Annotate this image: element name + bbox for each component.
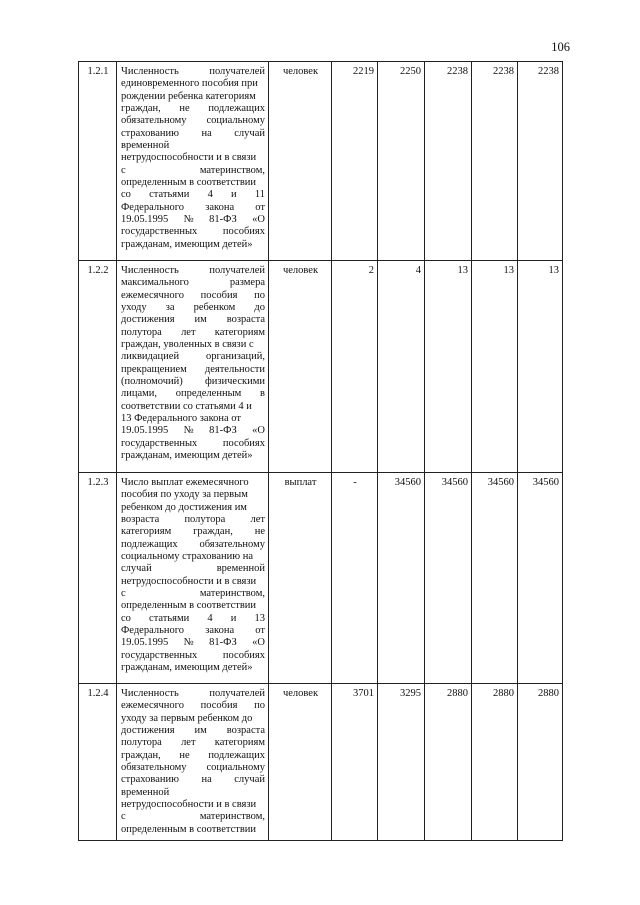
description-word: с [121, 588, 126, 600]
description-line [121, 239, 265, 251]
indicators-table [78, 61, 563, 841]
row-description [117, 473, 269, 684]
description-word: ребенком [193, 302, 236, 314]
description-word: уходу за первым ребенком до [121, 712, 253, 724]
description-word: размера [229, 277, 265, 289]
description-word: гражданам, имеющим детей» [121, 238, 253, 250]
description-line [121, 226, 265, 238]
description-word: нетрудоспособности и в связи [121, 799, 257, 811]
row-unit: человек [269, 684, 332, 841]
description-word: от [255, 201, 265, 213]
description-word: Федерального [121, 625, 185, 637]
description-line [121, 376, 265, 388]
row-value: 3295 [378, 684, 425, 841]
row-code: 1.2.2 [79, 261, 117, 473]
description-line [121, 824, 265, 836]
description-word: 11 [254, 189, 265, 201]
description-line [121, 202, 265, 214]
description-word: государственных [121, 649, 198, 661]
description-line [121, 388, 265, 400]
description-word: ежемесячного [121, 289, 184, 301]
description-line [121, 265, 265, 277]
description-word: подлежащих [208, 749, 265, 761]
row-value: 13 [425, 261, 472, 473]
description-word: пособия [200, 289, 238, 301]
description-word: закона [205, 201, 235, 213]
description-line [121, 688, 265, 700]
row-unit: человек [269, 261, 332, 473]
description-line [121, 489, 265, 501]
description-word: 19.05.1995 [121, 214, 169, 226]
description-word: Федерального [121, 201, 185, 213]
description-word: на [201, 774, 212, 786]
description-word: ребенком до достижения им [121, 501, 247, 513]
description-word: 13 [254, 612, 265, 624]
description-line [121, 66, 265, 78]
description-word: № [183, 425, 194, 437]
description-word: не [254, 526, 265, 538]
description-word: случай [234, 127, 265, 139]
description-word: Численность [121, 265, 179, 276]
description-line [121, 502, 265, 514]
description-word: 81-ФЗ [209, 425, 237, 437]
description-word: до [254, 302, 265, 314]
row-value: 2238 [472, 62, 518, 261]
description-line [121, 514, 265, 526]
description-line [121, 351, 265, 363]
description-word: гражданам, имеющим детей» [121, 662, 253, 674]
description-word: пособиях [222, 649, 265, 661]
description-word: временной [121, 786, 170, 798]
description-word: граждан, уволенных в связи с [121, 339, 254, 351]
description-word: возраста [226, 314, 265, 326]
description-line [121, 799, 265, 811]
description-word: пособиях [222, 226, 265, 238]
description-word: категориям [214, 326, 265, 338]
description-word: лет [181, 737, 196, 749]
description-word: получателей [209, 265, 265, 276]
table-row [79, 473, 563, 684]
description-word: лет [250, 514, 265, 526]
description-word: закона [205, 625, 235, 637]
description-word: со [121, 612, 131, 624]
description-word: граждан, [193, 526, 233, 538]
description-word: нетрудоспособности и в связи [121, 575, 257, 587]
description-word: страхованию [121, 774, 179, 786]
description-line [121, 650, 265, 662]
description-word: прекращением [121, 363, 187, 375]
description-word: пособия по уходу за первым [121, 489, 248, 501]
row-unit: человек [269, 62, 332, 261]
description-word: им [194, 314, 207, 326]
description-line [121, 438, 265, 450]
description-word: социальному [206, 115, 265, 127]
description-word: категориям [214, 737, 265, 749]
description-word: возраста [121, 514, 160, 526]
description-word: от [255, 625, 265, 637]
row-value: 2238 [518, 62, 563, 261]
description-line [121, 526, 265, 538]
description-word: 4 [207, 612, 213, 624]
description-line [121, 177, 265, 189]
description-line [121, 811, 265, 823]
description-line [121, 214, 265, 226]
description-word: лет [181, 326, 196, 338]
description-word: ежемесячного [121, 700, 184, 712]
description-word: обязательному [121, 762, 187, 774]
description-word: по [254, 700, 265, 712]
table-row [79, 62, 563, 261]
description-word: определенным в соответствии [121, 600, 257, 612]
row-description [117, 684, 269, 841]
description-word: временной [216, 563, 265, 575]
description-word: 81-ФЗ [209, 214, 237, 226]
description-word: за [165, 302, 175, 314]
description-word: государственных [121, 226, 198, 238]
description-word: статьями [149, 612, 190, 624]
description-line [121, 713, 265, 725]
description-line [121, 625, 265, 637]
description-word: им [194, 725, 207, 737]
description-word: максимального [121, 277, 189, 289]
description-line [121, 588, 265, 600]
description-word: рождении ребенка категориям [121, 90, 256, 102]
description-line [121, 725, 265, 737]
description-word: физическими [204, 376, 265, 388]
description-line [121, 189, 265, 201]
description-line [121, 613, 265, 625]
description-word: и [230, 612, 237, 624]
description-word: единовременного пособия при [121, 78, 258, 90]
description-word: достижения [121, 314, 175, 326]
description-line [121, 152, 265, 164]
row-value: 34560 [425, 473, 472, 684]
description-word: 4 [207, 189, 213, 201]
description-word: «О [252, 637, 265, 649]
row-code: 1.2.3 [79, 473, 117, 684]
description-line [121, 277, 265, 289]
description-word: временной [121, 140, 170, 152]
description-word: с [121, 811, 126, 823]
description-word: достижения [121, 725, 175, 737]
description-line [121, 140, 265, 152]
description-word: № [183, 637, 194, 649]
description-line [121, 128, 265, 140]
description-line [121, 115, 265, 127]
description-word: уходу [121, 302, 147, 314]
row-description [117, 261, 269, 473]
description-word: полутора [121, 737, 162, 749]
row-value: 34560 [378, 473, 425, 684]
description-word: на [201, 127, 212, 139]
description-word: (полномочий) [121, 376, 183, 388]
description-word: категориям [121, 526, 172, 538]
description-word: в [260, 388, 265, 400]
row-value: 2880 [425, 684, 472, 841]
row-value: 2 [332, 261, 378, 473]
table-body [79, 62, 563, 841]
description-line [121, 290, 265, 302]
description-word: обязательному [121, 115, 187, 127]
description-word: материнством, [199, 588, 265, 600]
row-value: 2880 [518, 684, 563, 841]
description-line [121, 477, 265, 489]
description-word: статьями [149, 189, 190, 201]
description-line [121, 364, 265, 376]
description-word: нетрудоспособности и в связи [121, 152, 257, 164]
description-word: деятельности [204, 363, 265, 375]
description-word: случай [234, 774, 265, 786]
description-line [121, 774, 265, 786]
description-word: граждан, [121, 103, 161, 115]
row-value: - [332, 473, 378, 684]
description-word: случай [121, 563, 152, 575]
description-word: полутора [184, 514, 226, 526]
description-word: подлежащих [121, 538, 178, 550]
description-word: материнством, [199, 811, 265, 823]
row-value: 2219 [332, 62, 378, 261]
description-line [121, 551, 265, 563]
description-word: определенным в соответствии [121, 823, 257, 835]
page-number: 106 [551, 40, 570, 54]
description-word: 19.05.1995 [121, 425, 169, 437]
description-line [121, 662, 265, 674]
description-word: 19.05.1995 [121, 637, 169, 649]
table-row [79, 684, 563, 841]
description-word: с [121, 164, 126, 176]
description-word: обязательному [199, 538, 265, 550]
description-word: «О [252, 425, 265, 437]
description-word: гражданам, имеющим детей» [121, 450, 253, 462]
description-word: «О [252, 214, 265, 226]
description-line [121, 450, 265, 462]
description-word: определенным в соответствии [121, 177, 257, 189]
description-line [121, 91, 265, 103]
description-line [121, 165, 265, 177]
description-word: страхованию [121, 127, 179, 139]
row-code: 1.2.1 [79, 62, 117, 261]
row-value: 34560 [472, 473, 518, 684]
description-word: Число выплат ежемесячного [121, 477, 249, 488]
description-line [121, 762, 265, 774]
description-word: подлежащих [208, 103, 265, 115]
description-line [121, 600, 265, 612]
description-line [121, 425, 265, 437]
description-line [121, 787, 265, 799]
description-word: социальному [206, 762, 265, 774]
description-line [121, 302, 265, 314]
row-value: 2880 [472, 684, 518, 841]
description-word: граждан, [121, 749, 161, 761]
description-word: 13 Федерального закона от [121, 413, 241, 425]
description-word: по [254, 289, 265, 301]
description-line [121, 314, 265, 326]
description-word: получателей [209, 66, 265, 77]
row-value: 13 [472, 261, 518, 473]
description-line [121, 576, 265, 588]
description-word: пособия [200, 700, 238, 712]
description-line [121, 700, 265, 712]
description-word: возраста [226, 725, 265, 737]
description-word: и [231, 189, 237, 201]
description-line [121, 401, 265, 413]
description-line [121, 339, 265, 351]
description-line [121, 539, 265, 551]
row-unit: выплат [269, 473, 332, 684]
table-row [79, 261, 563, 473]
description-line [121, 737, 265, 749]
description-word: ликвидацией [121, 351, 180, 363]
row-code: 1.2.4 [79, 684, 117, 841]
row-value: 2238 [425, 62, 472, 261]
description-word: полутора [121, 326, 162, 338]
description-word: государственных [121, 437, 198, 449]
description-word: материнством, [199, 164, 265, 176]
description-word: со [121, 189, 131, 201]
description-line [121, 78, 265, 90]
description-word: № [183, 214, 194, 226]
description-word: организаций, [206, 351, 265, 363]
description-word: соответствии со статьями 4 и [121, 400, 252, 412]
description-line [121, 327, 265, 339]
row-description [117, 62, 269, 261]
row-value: 13 [518, 261, 563, 473]
row-value: 4 [378, 261, 425, 473]
row-value: 34560 [518, 473, 563, 684]
description-word: пособиях [222, 437, 265, 449]
description-word: лицами, [121, 388, 158, 400]
description-word: получателей [209, 688, 265, 699]
description-word: не [179, 103, 190, 115]
description-word: социальному страхованию на [121, 551, 253, 563]
row-value: 3701 [332, 684, 378, 841]
description-word: не [179, 749, 190, 761]
description-word: определенным [175, 388, 242, 400]
description-word: Численность [121, 688, 179, 699]
description-line [121, 103, 265, 115]
description-line [121, 563, 265, 575]
description-line [121, 637, 265, 649]
description-word: 81-ФЗ [209, 637, 237, 649]
description-line [121, 413, 265, 425]
description-line [121, 750, 265, 762]
row-value: 2250 [378, 62, 425, 261]
description-word: Численность [121, 66, 179, 77]
